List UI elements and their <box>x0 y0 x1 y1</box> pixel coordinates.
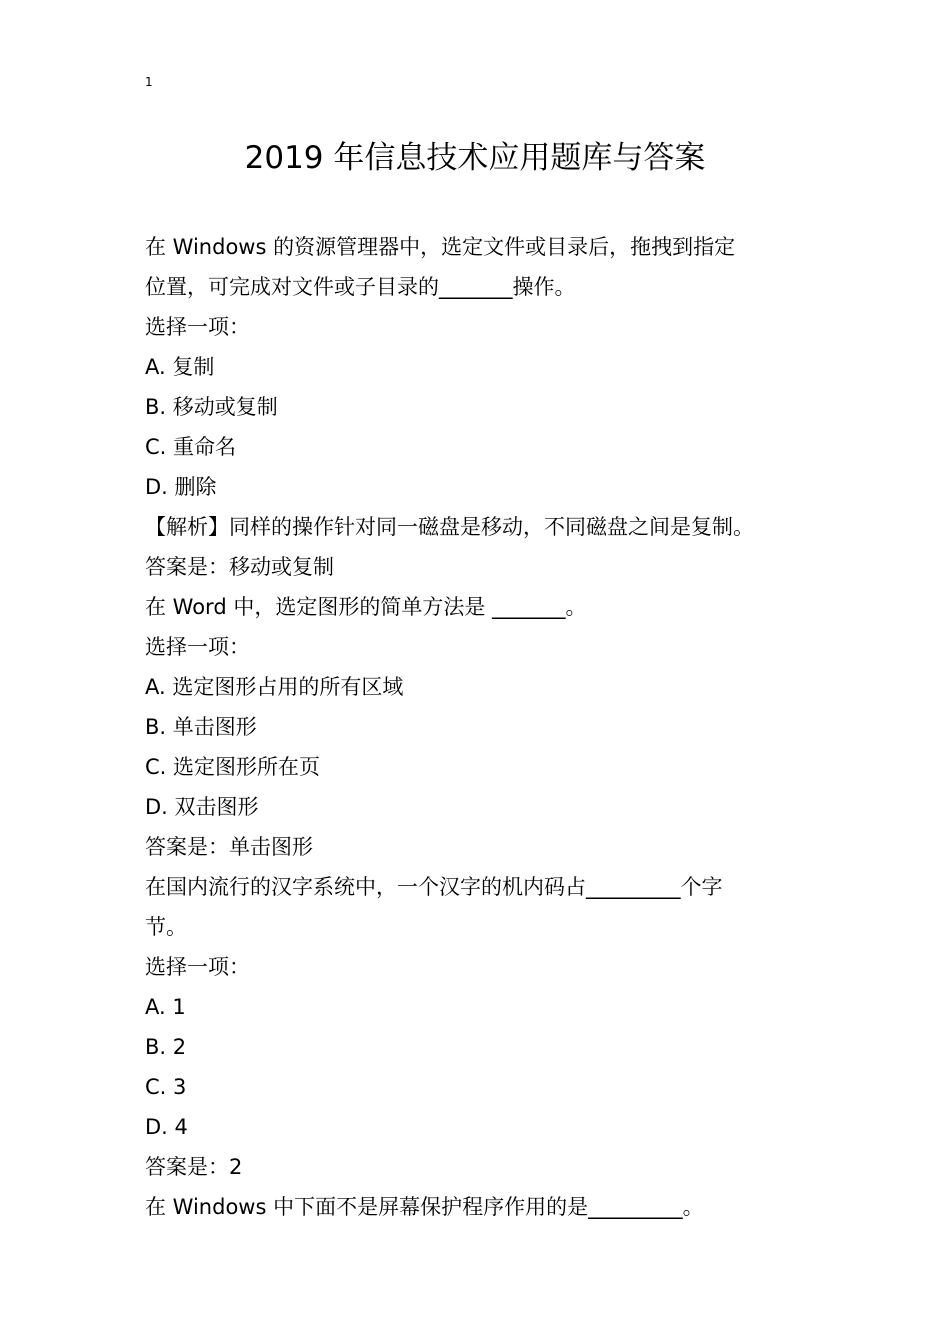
question-2-prompt: 选择一项： <box>145 635 250 659</box>
question-1-answer: 答案是：移动或复制 <box>145 555 334 579</box>
question-3-stem-line-1: 在国内流行的汉字系统中，一个汉字的机内码占_________个字 <box>145 875 723 899</box>
document-body <box>145 227 810 1227</box>
question-2-stem: 在 Word 中，选定图形的简单方法是 _______。 <box>145 595 587 619</box>
document-title: 2019 年信息技术应用题库与答案 <box>244 140 706 176</box>
question-3-option-b: B. 2 <box>145 1035 187 1059</box>
question-3-answer: 答案是：2 <box>145 1155 243 1179</box>
question-3-option-a: A. 1 <box>145 995 186 1019</box>
page-number: 1 <box>145 75 153 89</box>
question-1-option-d: D. 删除 <box>145 475 217 499</box>
question-1-analysis: 【解析】同样的操作针对同一磁盘是移动，不同磁盘之间是复制。 <box>145 515 754 539</box>
question-4-stem: 在 Windows 中下面不是屏幕保护程序作用的是_________。 <box>145 1195 704 1219</box>
question-1-stem-line-2: 位置，可完成对文件或子目录的_______操作。 <box>145 275 576 299</box>
question-2-option-a: A. 选定图形占用的所有区域 <box>145 675 404 699</box>
question-3-option-c: C. 3 <box>145 1075 187 1099</box>
question-2-answer: 答案是：单击图形 <box>145 835 313 859</box>
question-2-option-c: C. 选定图形所在页 <box>145 755 321 779</box>
question-2-option-b: B. 单击图形 <box>145 715 257 739</box>
question-1-option-a: A. 复制 <box>145 355 215 379</box>
question-1-prompt: 选择一项： <box>145 315 250 339</box>
question-2-option-d: D. 双击图形 <box>145 795 259 819</box>
question-3-option-d: D. 4 <box>145 1115 188 1139</box>
question-1-stem-line-1: 在 Windows 的资源管理器中，选定文件或目录后，拖拽到指定 <box>145 235 736 259</box>
question-1-option-b: B. 移动或复制 <box>145 395 278 419</box>
question-1-option-c: C. 重命名 <box>145 435 237 459</box>
question-3-stem-line-2: 节。 <box>145 915 187 939</box>
question-3-prompt: 选择一项： <box>145 955 250 979</box>
